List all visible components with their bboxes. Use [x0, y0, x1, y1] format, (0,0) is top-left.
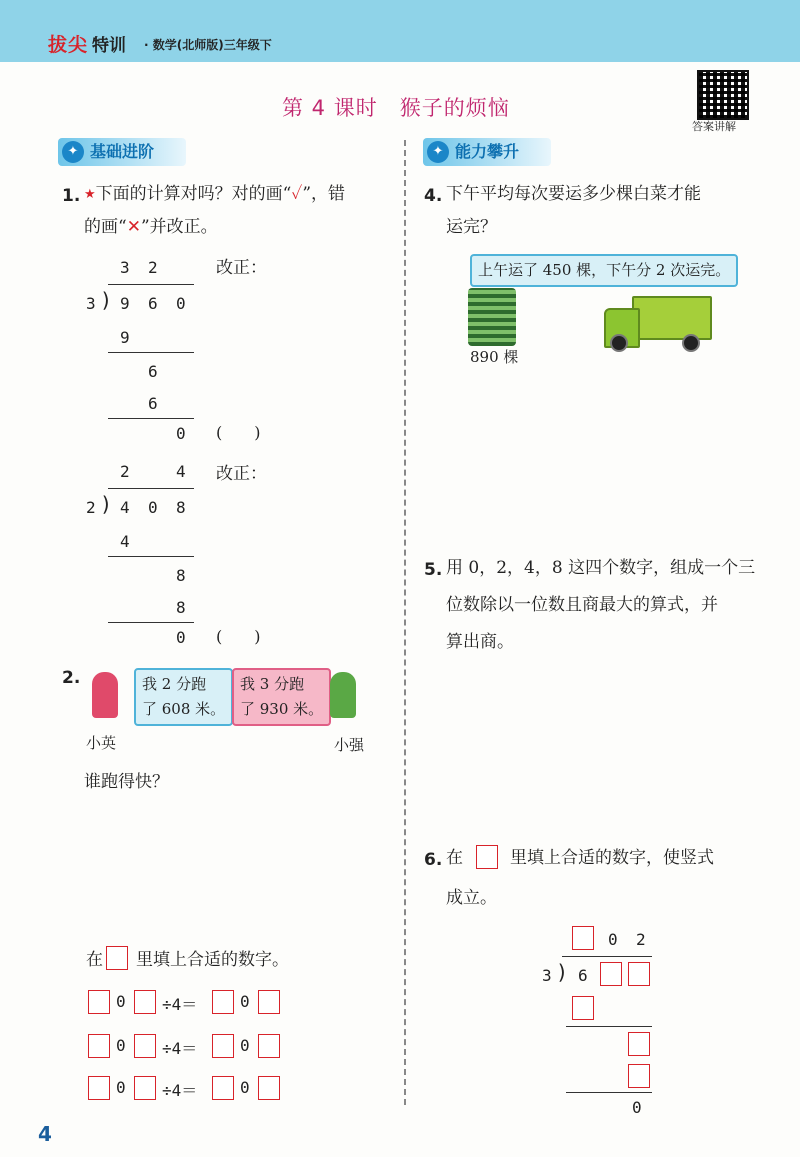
- truck-icon: [632, 296, 712, 340]
- dividend-digit: 0: [176, 294, 186, 313]
- q4-line1: 下午平均每次要运多少棵白菜才能: [446, 184, 701, 204]
- answer-paren-2[interactable]: ( ): [216, 627, 261, 646]
- division-bar: [562, 956, 652, 957]
- subject-label: · 数学(北师版)三年级下: [144, 38, 272, 52]
- answer-box[interactable]: [628, 962, 650, 986]
- dividend-digit: 8: [176, 498, 186, 517]
- q1-text: [84, 178, 394, 244]
- digit: 0: [116, 992, 126, 1011]
- section-advanced: [423, 138, 551, 166]
- correction-label-1: 改正：: [216, 258, 267, 278]
- step-digit: 4: [120, 532, 130, 551]
- dividend-digit: 4: [120, 498, 130, 517]
- answer-box[interactable]: [134, 990, 156, 1014]
- answer-box[interactable]: [212, 990, 234, 1014]
- q4-bubble: 上午运了 450 棵，下午分 2 次运完。: [470, 254, 738, 287]
- q5-text: [446, 552, 776, 659]
- division-bracket: ): [556, 960, 569, 984]
- division-bracket: ): [100, 492, 113, 516]
- q1-line1a: 下面的计算对吗？对的画“: [95, 184, 292, 204]
- answer-box[interactable]: [212, 1076, 234, 1100]
- answer-box[interactable]: [258, 1034, 280, 1058]
- answer-box[interactable]: [212, 1034, 234, 1058]
- q6-number: 6.: [424, 850, 443, 870]
- speech-bubble-xiaoying: [134, 668, 233, 726]
- q1-line1b: ”，错: [302, 184, 346, 204]
- step-digit: 6: [148, 362, 158, 381]
- section-basic: [58, 138, 186, 166]
- answer-box[interactable]: [628, 1064, 650, 1088]
- operator: ÷4＝: [162, 995, 198, 1014]
- answer-paren-1[interactable]: ( ): [216, 423, 261, 442]
- answer-box[interactable]: [134, 1034, 156, 1058]
- step-line: [108, 556, 194, 557]
- qr-label: 答案讲解: [692, 120, 736, 133]
- quotient-digit: 0: [608, 930, 618, 949]
- column-divider: [404, 140, 406, 1105]
- remainder: 0: [632, 1098, 642, 1117]
- quotient-digit: 2: [120, 462, 130, 481]
- q3-text: 里填上合适的数字。: [136, 950, 289, 970]
- division-bar: [108, 284, 194, 285]
- quotient-digit: 2: [636, 930, 646, 949]
- pile-label: 890 棵: [470, 348, 519, 366]
- wheel-icon: [610, 334, 628, 352]
- q4-line2: 运完？: [446, 217, 497, 237]
- dividend-digit: 0: [148, 498, 158, 517]
- digit: 0: [116, 1078, 126, 1097]
- dividend-digit: 6: [148, 294, 158, 313]
- step-line: [108, 418, 194, 419]
- bubble-line: 我 3 分跑: [240, 675, 305, 693]
- qr-code-icon[interactable]: [697, 70, 749, 120]
- lesson-title: 第 4 课时 猴子的烦恼: [282, 96, 510, 120]
- correction-label-2: 改正：: [216, 464, 267, 484]
- wheel-icon: [682, 334, 700, 352]
- cross-icon: ✕: [126, 217, 141, 237]
- step-digit: 8: [176, 598, 186, 617]
- q2-number: 2.: [62, 668, 81, 688]
- brand-name: 拔尖: [48, 34, 89, 56]
- step-digit: 6: [148, 394, 158, 413]
- girl-runner-icon: [92, 672, 118, 718]
- speech-bubble-xiaoqiang: [232, 668, 331, 726]
- section-basic-label: 基础进阶: [90, 142, 155, 161]
- digit: 0: [240, 992, 250, 1011]
- divisor: 3: [86, 294, 96, 313]
- answer-box[interactable]: [258, 990, 280, 1014]
- division-bracket: ): [100, 288, 113, 312]
- answer-box[interactable]: [600, 962, 622, 986]
- q4-number: 4.: [424, 186, 443, 206]
- name-xiaoying: 小英: [86, 734, 117, 752]
- q6-line1: 里填上合适的数字，使竖式: [510, 848, 714, 868]
- divisor: 3: [542, 966, 552, 985]
- step-digit: 8: [176, 566, 186, 585]
- q5-line2: 位数除以一位数且商最大的算式，并: [446, 595, 718, 615]
- name-xiaoqiang: 小强: [334, 736, 365, 754]
- quotient-digit: 3: [120, 258, 130, 277]
- cabbage-pile-icon: [468, 288, 516, 346]
- bubble-line: 了 930 米。: [240, 700, 324, 718]
- q5-line1: 用 0，2，4，8 这四个数字，组成一个三: [446, 558, 756, 578]
- boy-runner-icon: [330, 672, 356, 718]
- digit: 0: [240, 1036, 250, 1055]
- answer-box[interactable]: [134, 1076, 156, 1100]
- climber-icon: ✦: [427, 141, 449, 163]
- remainder: 0: [176, 424, 186, 443]
- division-bar: [108, 488, 194, 489]
- answer-box[interactable]: [628, 1032, 650, 1056]
- q1-line2a: 的画“: [84, 217, 127, 237]
- q6-line2: 成立。: [446, 888, 497, 908]
- answer-box[interactable]: [258, 1076, 280, 1100]
- step-line: [108, 352, 194, 353]
- quotient-digit: 2: [148, 258, 158, 277]
- step-line: [566, 1092, 652, 1093]
- digit: 0: [116, 1036, 126, 1055]
- divisor: 2: [86, 498, 96, 517]
- answer-box[interactable]: [572, 996, 594, 1020]
- answer-box[interactable]: [88, 1076, 110, 1100]
- q5-number: 5.: [424, 560, 443, 580]
- dividend-digit: 6: [578, 966, 588, 985]
- check-icon: ✓: [291, 184, 303, 204]
- answer-box[interactable]: [106, 946, 128, 970]
- remainder: 0: [176, 628, 186, 647]
- star-icon: ★: [84, 187, 96, 202]
- q4-text: [446, 178, 776, 244]
- q5-line3: 算出商。: [446, 632, 514, 652]
- q6-prefix: 在: [446, 848, 463, 868]
- section-advanced-label: 能力攀升: [455, 142, 520, 161]
- runner-icon: ✦: [62, 141, 84, 163]
- answer-box[interactable]: [88, 1034, 110, 1058]
- page-number: 4: [38, 1122, 52, 1146]
- q1-number: 1.: [62, 186, 81, 206]
- answer-box[interactable]: [572, 926, 594, 950]
- answer-box[interactable]: [476, 845, 498, 869]
- step-line: [108, 622, 194, 623]
- step-line: [566, 1026, 652, 1027]
- dividend-digit: 9: [120, 294, 130, 313]
- operator: ÷4＝: [162, 1081, 198, 1100]
- q2-question: 谁跑得快？: [84, 772, 169, 792]
- digit: 0: [240, 1078, 250, 1097]
- bubble-line: 我 2 分跑: [142, 675, 207, 693]
- bubble-line: 了 608 米。: [142, 700, 226, 718]
- brand-name-2: 特训: [92, 36, 126, 56]
- q1-line2b: ”并改正。: [140, 217, 218, 237]
- operator: ÷4＝: [162, 1039, 198, 1058]
- quotient-digit: 4: [176, 462, 186, 481]
- q3-prefix: 在: [86, 950, 103, 970]
- step-digit: 9: [120, 328, 130, 347]
- answer-box[interactable]: [88, 990, 110, 1014]
